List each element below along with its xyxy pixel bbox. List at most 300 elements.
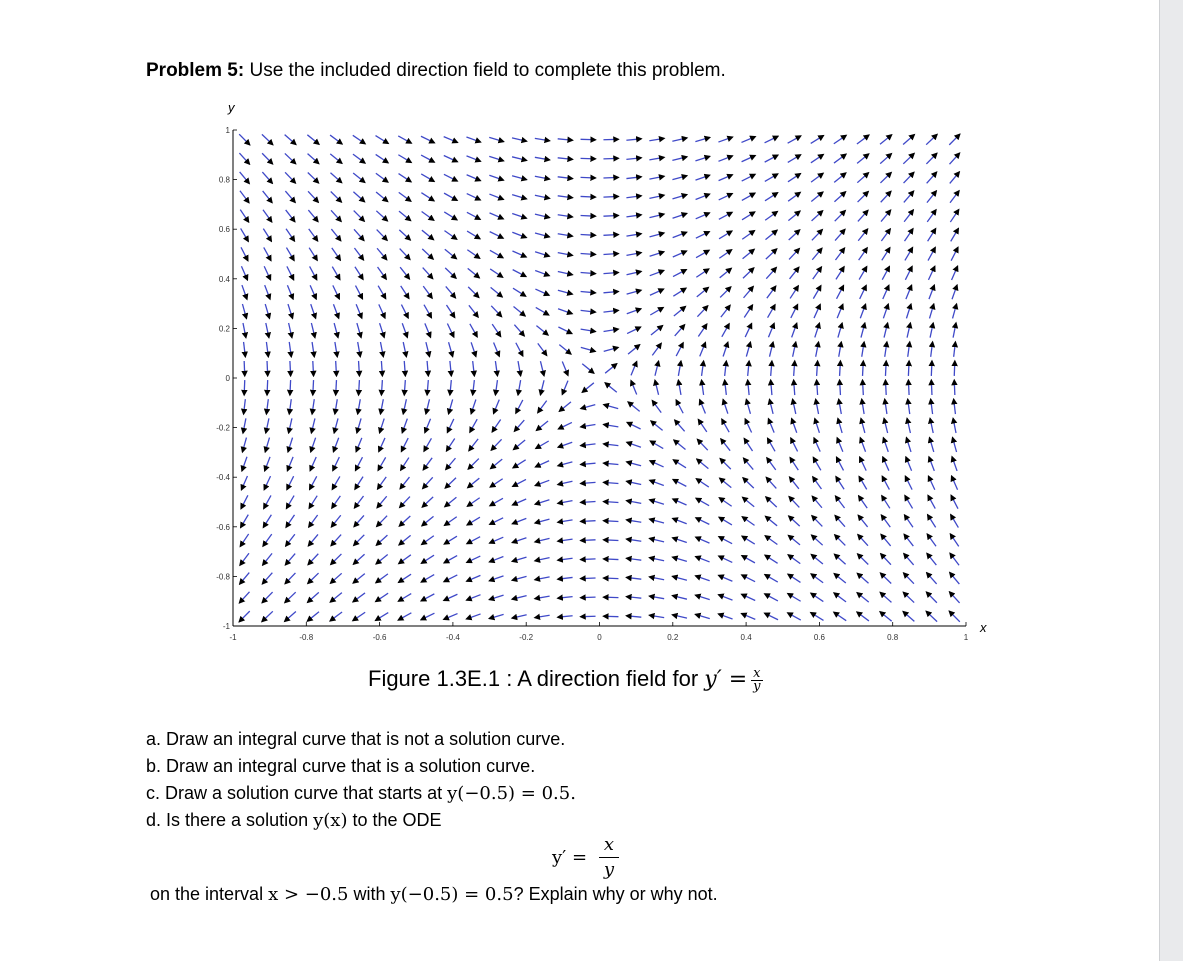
question-list — [146, 726, 576, 834]
field-arrow — [535, 270, 549, 275]
field-arrow — [581, 347, 595, 351]
field-arrow — [719, 537, 732, 544]
field-arrow — [770, 342, 774, 357]
field-arrow — [814, 304, 820, 318]
field-arrow — [285, 172, 295, 183]
field-arrow — [423, 268, 433, 279]
field-arrow — [267, 380, 268, 395]
field-arrow — [882, 496, 890, 509]
field-arrow — [605, 383, 617, 392]
field-arrow — [765, 230, 777, 239]
field-arrow — [444, 517, 456, 526]
field-arrow — [514, 325, 524, 336]
field-arrow — [880, 592, 891, 602]
field-arrow — [857, 173, 868, 183]
field-arrow — [468, 287, 479, 298]
field-arrow — [604, 310, 619, 312]
field-arrow — [719, 231, 732, 239]
field-arrow — [673, 460, 686, 468]
field-arrow — [743, 268, 754, 278]
field-arrow — [860, 304, 865, 318]
field-arrow — [535, 195, 550, 198]
field-arrow — [404, 380, 405, 395]
field-arrow — [376, 136, 389, 144]
field-arrow — [742, 231, 754, 240]
field-arrow — [840, 361, 841, 376]
field-arrow — [512, 176, 526, 180]
field-arrow — [331, 229, 340, 241]
field-arrow — [857, 135, 869, 144]
field-arrow — [489, 595, 503, 600]
field-arrow — [491, 287, 503, 296]
field-arrow — [745, 419, 751, 433]
field-arrow — [512, 615, 527, 618]
field-arrow — [353, 154, 365, 163]
x-tick-label: 0.2 — [667, 633, 679, 642]
field-arrow — [652, 401, 661, 413]
field-arrow — [330, 573, 341, 583]
field-arrow — [742, 536, 755, 544]
y-tick-label: 0.2 — [218, 324, 230, 334]
field-arrow — [445, 497, 457, 506]
field-arrow — [241, 476, 247, 490]
field-arrow — [649, 176, 664, 179]
field-arrow — [857, 612, 869, 621]
field-arrow — [311, 438, 316, 452]
field-arrow — [242, 304, 246, 318]
field-arrow — [310, 266, 317, 279]
field-arrow — [626, 139, 641, 140]
field-arrow — [789, 516, 800, 526]
field-arrow — [354, 535, 365, 546]
field-arrow — [906, 438, 911, 452]
field-arrow — [467, 595, 481, 600]
field-arrow — [426, 399, 430, 414]
field-arrow — [696, 175, 710, 180]
field-arrow — [330, 593, 342, 602]
field-arrow — [789, 497, 799, 508]
field-arrow — [399, 192, 411, 201]
field-arrow — [401, 438, 408, 451]
field-arrow — [603, 578, 618, 579]
field-arrow — [673, 288, 686, 296]
field-arrow — [626, 158, 641, 160]
field-arrow — [582, 364, 594, 373]
field-arrow — [814, 438, 820, 452]
field-arrow — [285, 191, 295, 202]
field-arrow — [359, 380, 360, 395]
field-arrow — [536, 441, 549, 449]
field-arrow — [445, 249, 457, 258]
field-arrow — [860, 285, 867, 299]
y-tick-label: 0 — [225, 374, 230, 383]
field-arrow — [377, 248, 387, 259]
field-arrow — [334, 418, 338, 432]
field-arrow — [241, 515, 249, 528]
field-arrow — [952, 285, 957, 299]
field-arrow — [582, 383, 594, 392]
field-arrow — [289, 323, 292, 338]
field-arrow — [721, 305, 730, 317]
field-arrow — [881, 554, 891, 565]
field-arrow — [581, 215, 596, 216]
field-arrow — [239, 153, 249, 164]
problem-heading — [146, 60, 726, 82]
field-arrow — [444, 137, 458, 143]
field-arrow — [312, 342, 314, 357]
field-arrow — [926, 153, 936, 164]
field-arrow — [766, 477, 776, 488]
field-arrow — [952, 266, 958, 280]
x-tick-label: 0.8 — [887, 633, 899, 642]
field-arrow — [812, 211, 823, 221]
field-arrow — [240, 191, 249, 203]
field-arrow — [626, 577, 641, 579]
field-arrow — [746, 399, 750, 413]
field-arrow — [285, 153, 296, 163]
field-arrow — [788, 535, 800, 544]
y-axis-label: y — [228, 100, 235, 115]
field-arrow — [697, 439, 707, 450]
x-tick-label: -0.6 — [372, 633, 387, 642]
field-arrow — [904, 191, 914, 202]
field-arrow — [398, 136, 411, 143]
field-arrow — [562, 362, 568, 376]
field-arrow — [535, 596, 550, 599]
field-arrow — [263, 191, 272, 203]
field-arrow — [626, 616, 641, 617]
field-arrow — [812, 516, 822, 527]
field-arrow — [742, 193, 755, 200]
field-arrow — [310, 285, 316, 299]
field-arrow — [650, 461, 664, 467]
field-arrow — [239, 611, 250, 622]
field-arrow — [926, 134, 937, 144]
field-arrow — [355, 286, 362, 299]
final-condition: x > −0.5 — [268, 884, 349, 905]
field-arrow — [421, 594, 434, 601]
field-arrow — [858, 535, 868, 546]
field-arrow — [885, 380, 886, 395]
field-arrow — [262, 611, 273, 621]
problem-label: Problem 5: — [146, 60, 245, 81]
field-arrow — [558, 501, 573, 504]
field-arrow — [330, 135, 342, 144]
field-arrow — [627, 442, 641, 447]
field-arrow — [581, 291, 596, 292]
field-arrow — [467, 537, 480, 544]
field-arrow — [815, 419, 820, 433]
field-arrow — [403, 342, 406, 357]
field-arrow — [467, 194, 481, 200]
field-arrow — [450, 361, 451, 376]
field-arrow — [672, 157, 687, 161]
field-arrow — [928, 266, 934, 280]
field-arrow — [312, 399, 314, 414]
field-arrow — [626, 597, 641, 599]
field-arrow — [954, 361, 955, 376]
field-arrow — [376, 574, 388, 583]
field-arrow — [811, 192, 823, 201]
field-arrow — [905, 496, 913, 509]
field-arrow — [558, 290, 572, 294]
field-arrow — [678, 380, 681, 395]
ode-fraction — [598, 835, 620, 880]
field-arrow — [376, 593, 388, 601]
field-arrow — [467, 498, 479, 507]
field-arrow — [881, 515, 890, 527]
field-arrow — [427, 380, 428, 395]
field-arrow — [626, 558, 641, 560]
field-arrow — [309, 515, 318, 527]
field-arrow — [903, 135, 914, 145]
ode-denominator: y — [603, 859, 615, 880]
field-arrow — [473, 361, 475, 376]
field-arrow — [834, 554, 845, 564]
field-arrow — [908, 361, 909, 376]
field-arrow — [649, 195, 664, 198]
field-arrow — [790, 267, 799, 279]
field-arrow — [494, 400, 500, 414]
field-arrow — [446, 305, 454, 318]
field-arrow — [239, 134, 250, 145]
field-arrow — [313, 380, 314, 395]
field-arrow — [928, 476, 934, 490]
field-arrow — [489, 175, 503, 180]
field-arrow — [581, 482, 596, 483]
field-arrow — [722, 419, 729, 432]
field-arrow — [742, 155, 756, 161]
field-arrow — [558, 177, 573, 179]
question-a: a. Draw an integral curve that is not a solution curve. — [146, 729, 566, 749]
field-arrow — [581, 540, 596, 541]
field-arrow — [603, 254, 618, 255]
field-arrow — [422, 230, 434, 239]
field-arrow — [444, 231, 456, 240]
field-arrow — [765, 136, 778, 143]
field-arrow — [244, 342, 246, 357]
field-arrow — [649, 157, 664, 160]
field-arrow — [650, 500, 664, 504]
field-arrow — [422, 249, 433, 259]
field-arrow — [535, 252, 549, 256]
field-arrow — [263, 534, 272, 546]
field-arrow — [950, 210, 958, 222]
field-arrow — [512, 195, 526, 199]
field-arrow — [837, 286, 844, 299]
field-arrow — [862, 399, 864, 414]
field-arrow — [444, 212, 457, 220]
field-arrow — [286, 496, 294, 509]
field-arrow — [359, 361, 360, 376]
field-arrow — [788, 574, 801, 582]
field-arrow — [581, 254, 596, 255]
field-arrow — [444, 575, 457, 582]
field-arrow — [581, 559, 596, 560]
field-arrow — [742, 594, 756, 600]
field-arrow — [834, 593, 846, 602]
field-arrow — [354, 248, 363, 260]
field-arrow — [650, 441, 663, 449]
field-arrow — [334, 323, 338, 337]
field-arrow — [626, 520, 641, 522]
field-arrow — [535, 233, 549, 237]
field-arrow — [903, 153, 914, 163]
field-arrow — [603, 521, 618, 522]
field-arrow — [422, 211, 434, 220]
field-arrow — [813, 457, 821, 470]
field-arrow — [333, 285, 340, 299]
field-arrow — [241, 247, 248, 260]
field-arrow — [929, 285, 934, 299]
field-arrow — [332, 267, 340, 280]
field-arrow — [401, 286, 409, 299]
field-arrow — [581, 597, 596, 598]
field-arrow — [536, 421, 548, 430]
field-arrow — [631, 362, 637, 376]
field-arrow — [355, 457, 362, 470]
field-arrow — [311, 304, 316, 318]
field-arrow — [906, 285, 912, 299]
field-arrow — [603, 273, 618, 274]
field-arrow — [931, 342, 933, 357]
field-arrow — [535, 558, 550, 561]
y-tick-label: -0.8 — [216, 572, 230, 582]
field-arrow — [399, 574, 412, 582]
x-tick-label: -0.2 — [519, 633, 534, 642]
field-arrow — [881, 229, 890, 241]
field-arrow — [516, 400, 523, 413]
field-arrow — [559, 402, 571, 411]
field-arrow — [719, 556, 733, 562]
x-tick-label: 1 — [963, 633, 969, 642]
field-arrow — [262, 172, 272, 183]
field-arrow — [380, 342, 383, 357]
field-arrow — [469, 305, 478, 317]
field-arrow — [424, 305, 431, 318]
field-arrow — [449, 399, 453, 413]
field-arrow — [240, 573, 250, 585]
field-arrow — [333, 304, 338, 318]
field-arrow — [353, 612, 365, 620]
field-arrow — [489, 576, 503, 581]
field-arrow — [330, 612, 342, 621]
field-arrow — [837, 438, 843, 452]
field-arrow — [603, 482, 618, 483]
field-arrow — [880, 612, 892, 621]
field-arrow — [725, 380, 727, 395]
field-arrow — [353, 135, 365, 143]
field-arrow — [445, 478, 456, 488]
field-arrow — [266, 323, 269, 338]
field-arrow — [812, 248, 822, 259]
field-arrow — [676, 343, 683, 356]
field-arrow — [743, 497, 755, 506]
field-arrow — [604, 424, 619, 426]
question-c-text: c. Draw a solution curve that starts at — [146, 783, 448, 803]
field-arrow — [353, 574, 365, 583]
field-arrow — [673, 499, 687, 505]
field-arrow — [930, 418, 933, 433]
figure-caption — [368, 666, 763, 693]
field-arrow — [421, 193, 434, 201]
field-arrow — [514, 440, 526, 449]
field-arrow — [881, 210, 891, 222]
field-arrow — [744, 458, 754, 469]
field-arrow — [447, 324, 453, 338]
field-arrow — [603, 158, 618, 159]
y-tick-label: -1 — [222, 622, 230, 631]
field-arrow — [718, 595, 732, 600]
field-arrow — [288, 304, 293, 318]
field-arrow — [558, 539, 573, 541]
field-arrow — [535, 500, 549, 504]
caption-fraction — [751, 665, 762, 694]
field-arrow — [399, 230, 410, 240]
field-arrow — [771, 380, 772, 395]
field-arrow — [358, 399, 361, 414]
field-arrow — [518, 361, 521, 376]
field-arrow — [675, 420, 685, 431]
field-arrow — [287, 457, 293, 471]
field-arrow — [835, 515, 845, 526]
field-arrow — [265, 285, 270, 299]
field-arrow — [308, 534, 318, 546]
field-arrow — [626, 234, 641, 236]
field-arrow — [240, 210, 248, 222]
field-arrow — [672, 138, 687, 141]
field-arrow — [489, 156, 503, 161]
field-arrow — [882, 266, 889, 279]
field-arrow — [422, 516, 434, 525]
field-arrow — [953, 323, 956, 338]
field-arrow — [720, 478, 732, 487]
field-arrow — [950, 191, 959, 203]
field-arrow — [674, 440, 686, 449]
field-arrow — [289, 399, 291, 414]
field-arrow — [512, 518, 526, 523]
field-arrow — [286, 210, 295, 222]
field-arrow — [289, 418, 292, 433]
field-arrow — [558, 271, 573, 274]
problem-instruction: Use the included direction field to complete this problem. — [244, 60, 726, 81]
field-arrow — [426, 342, 430, 357]
field-arrow — [950, 553, 959, 565]
field-arrow — [308, 210, 318, 222]
field-arrow — [908, 342, 910, 357]
field-arrow — [265, 457, 270, 471]
field-arrow — [655, 361, 659, 376]
field-arrow — [535, 519, 549, 523]
field-arrow — [308, 573, 319, 583]
field-arrow — [336, 361, 337, 376]
field-arrow — [330, 154, 342, 163]
field-arrow — [540, 380, 544, 395]
field-arrow — [770, 399, 774, 414]
field-arrow — [788, 613, 801, 620]
field-arrow — [696, 194, 710, 199]
field-arrow — [425, 323, 431, 337]
field-arrow — [603, 196, 618, 197]
field-arrow — [492, 324, 500, 336]
field-arrow — [558, 577, 573, 579]
field-arrow — [631, 381, 637, 395]
field-arrow — [400, 477, 409, 489]
field-arrow — [696, 269, 708, 277]
field-arrow — [860, 438, 865, 452]
field-arrow — [467, 175, 481, 181]
field-arrow — [883, 304, 888, 318]
